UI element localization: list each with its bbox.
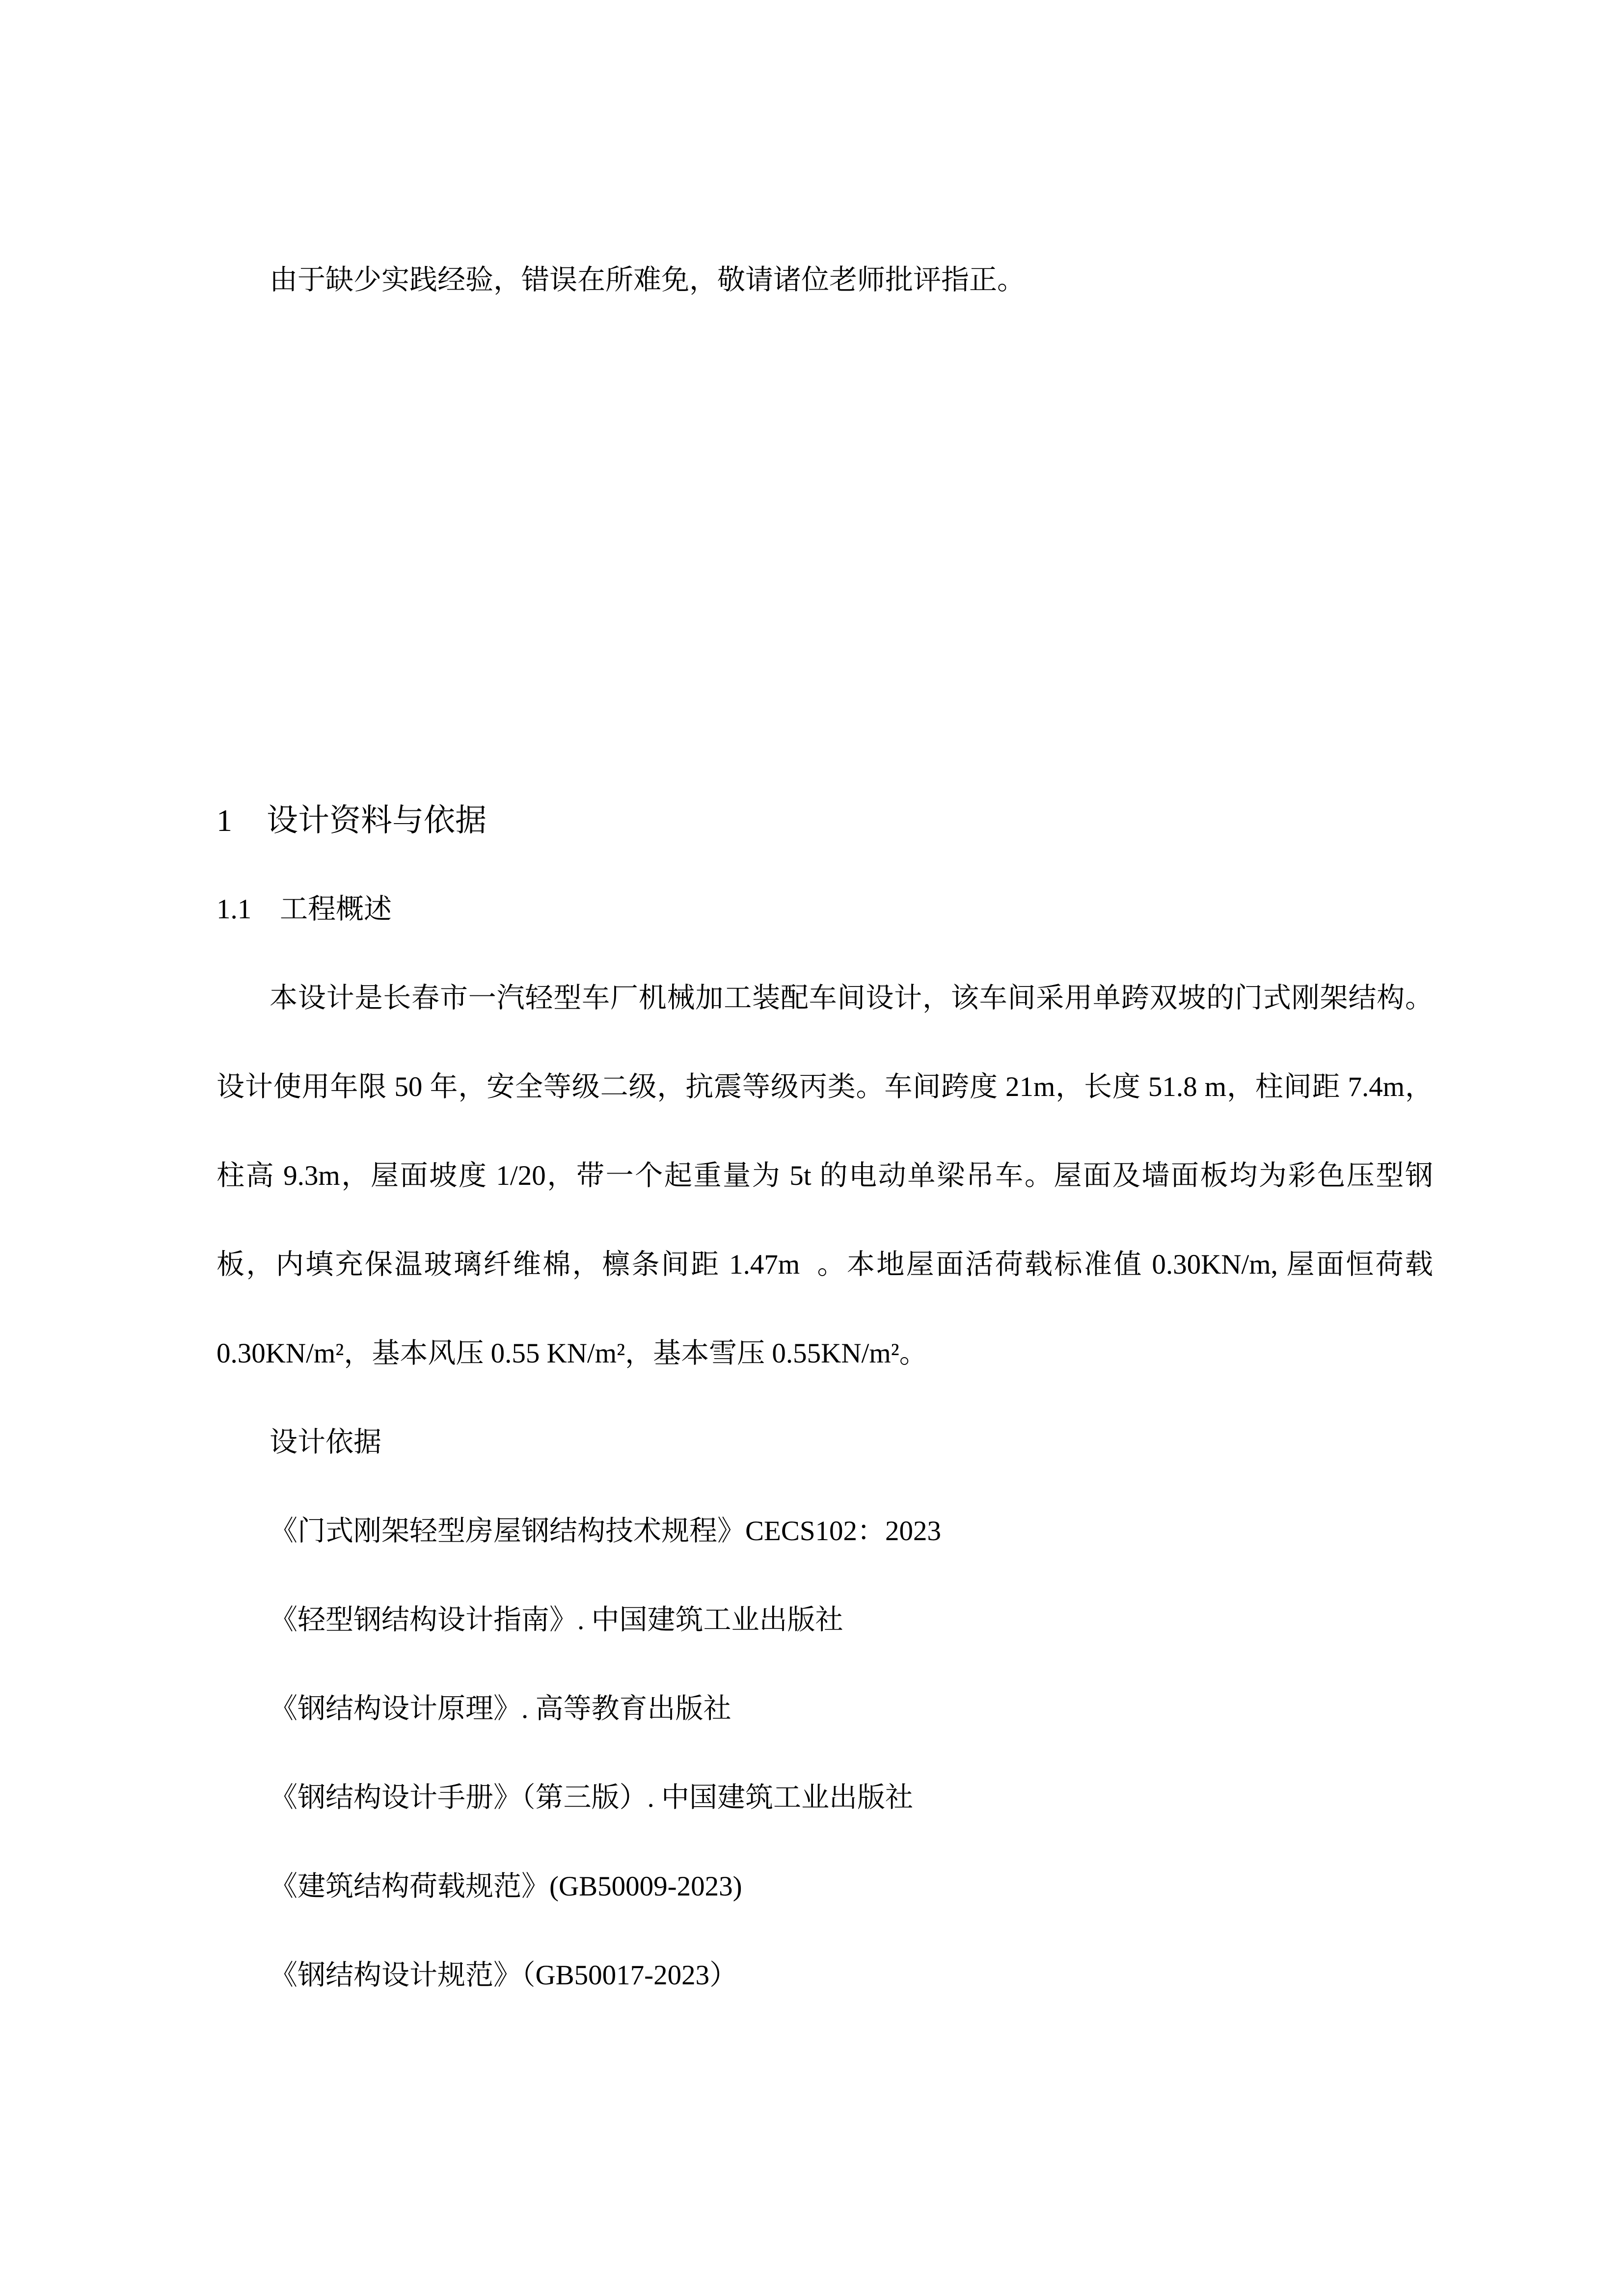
section-title: 设计资料与依据 <box>267 802 487 838</box>
overview-paragraph-line: 板，内填充保温玻璃纤维棉，檩条间距 1.47m 。本地屋面活荷载标准值 0.30KN/m, 屋面恒荷载 <box>217 1249 1433 1280</box>
overview-paragraph-line: 设计使用年限 50 年，安全等级二级，抗震等级丙类。车间跨度 21m，长度 51.8 m，柱间距 7.4m， <box>217 1071 1433 1102</box>
reference-item: 《轻型钢结构设计指南》. 中国建筑工业出版社 <box>270 1604 843 1635</box>
reference-list <box>217 1487 1433 2020</box>
section-number: 1 <box>217 803 232 838</box>
design-basis-heading: 设计依据 <box>270 1427 381 1458</box>
preface-closing-text: 由于缺少实践经验，错误在所难免，敬请诸位老师批评指正。 <box>270 265 1025 295</box>
reference-item: 《钢结构设计原理》. 高等教育出版社 <box>270 1693 731 1724</box>
overview-paragraph-line: 本设计是长春市一汽轻型车厂机械加工装配车间设计，该车间采用单跨双坡的门式刚架结构。 <box>270 983 1433 1014</box>
reference-item: 《钢结构设计规范》（GB50017-2023） <box>270 1960 738 1991</box>
reference-item: 《门式刚架轻型房屋钢结构技术规程》CECS102：2023 <box>270 1516 942 1547</box>
overview-paragraph-line: 0.30KN/m²，基本风压 0.55 KN/m²，基本雪压 0.55KN/m²。 <box>217 1338 927 1369</box>
section-1 <box>217 776 1433 2020</box>
subsection-title: 工程概述 <box>280 894 392 925</box>
section-heading <box>217 776 1433 865</box>
reference-item: 《钢结构设计手册》（第三版）. 中国建筑工业出版社 <box>270 1782 913 1813</box>
overview-paragraph-line: 柱高 9.3m，屋面坡度 1/20，带一个起重量为 5t 的电动单梁吊车。屋面及墙面板均为彩色压型钢 <box>217 1160 1433 1191</box>
subsection-heading <box>217 865 1433 954</box>
overview-paragraph <box>217 954 1433 1398</box>
subsection-number: 1.1 <box>217 894 252 925</box>
reference-item: 《建筑结构荷载规范》(GB50009-2023) <box>270 1871 742 1902</box>
